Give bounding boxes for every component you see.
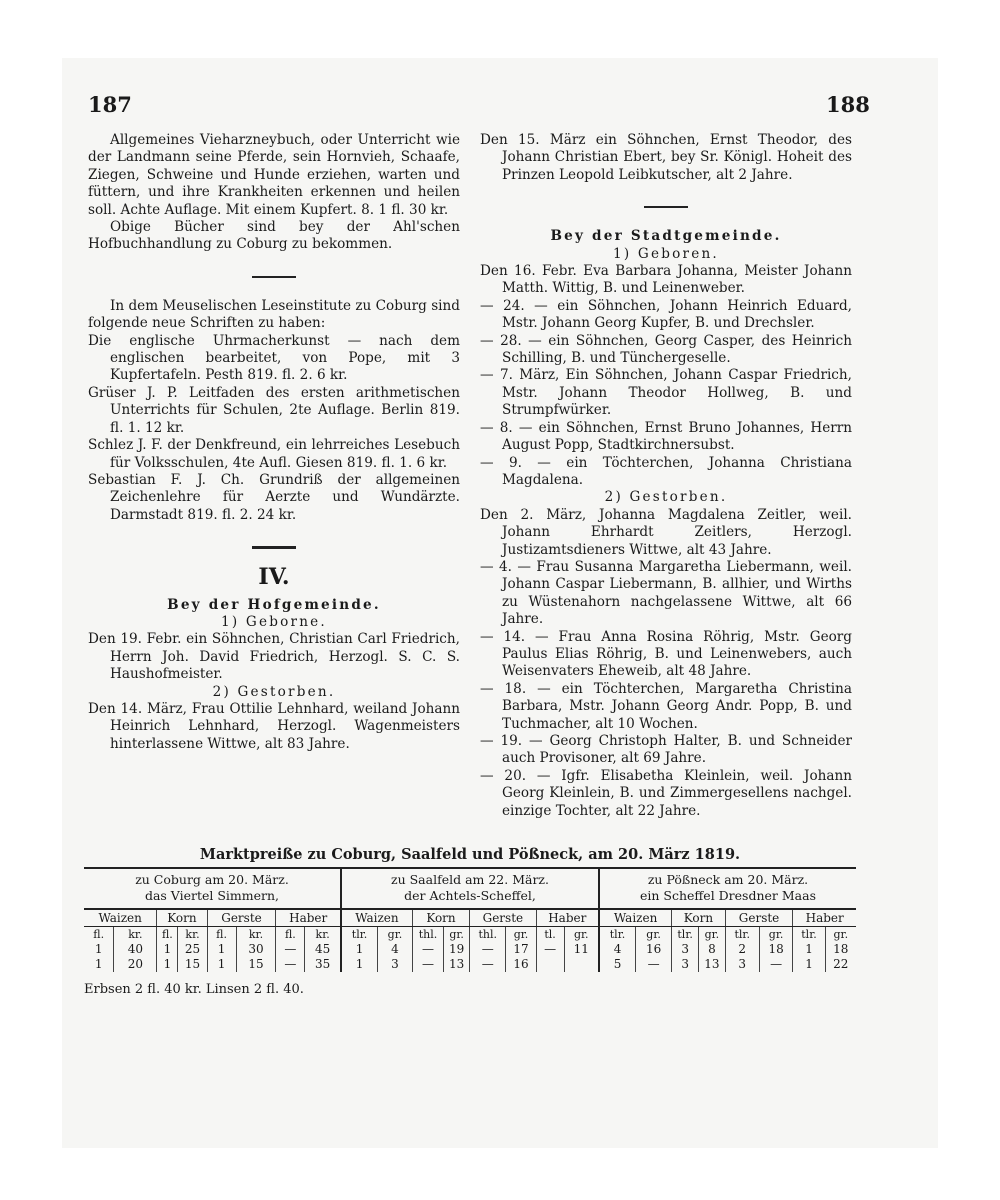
price-cell: 18 xyxy=(825,942,856,957)
market-footer: Erbsen 2 fl. 40 kr. Linsen 2 fl. 40. xyxy=(84,982,304,997)
separator-rule xyxy=(644,206,688,208)
death-entry: — 20. — Igfr. Elisabetha Kleinlein, weil. Johann Georg Kleinlein, B. und Zimmergesellens nachgel. einzige Tochter, alt 22 Jahre. xyxy=(480,767,852,819)
price-cell: 20 xyxy=(114,957,157,972)
price-cell: 15 xyxy=(236,957,276,972)
currency-unit: kr. xyxy=(178,927,207,943)
grain-column-header: Haber xyxy=(536,909,598,927)
price-cell: — xyxy=(759,957,793,972)
table-row xyxy=(600,942,856,957)
currency-unit: kr. xyxy=(236,927,276,943)
price-cell: 1 xyxy=(157,957,178,972)
book-entry: Allgemeines Vieharzneybuch, oder Unterricht wie der Landmann seine Pferde, sein Hornvieh, Schaafe, Ziegen, Schweine und Hunde erziehen, warten und füttern, und ihre Krankheiten erkennen und heilen soll. Achte Auflage. Mit einem Kupfert. 8. 1 fl. 30 kr. xyxy=(88,132,460,218)
grain-column-header: Korn xyxy=(672,909,725,927)
grain-column-header: Gerste xyxy=(207,909,276,927)
death-entry: Den 15. März ein Söhnchen, Ernst Theodor, des Johann Christian Ebert, bey Sr. Königl. Hoheit des Prinzen Leopold Leibkutscher, alt 2 Jahre. xyxy=(480,132,852,183)
death-entry: — 18. — ein Töchterchen, Margaretha Christina Barbara, Mstr. Johann Georg Andr. Popp, B. und Tuchmacher, alt 10 Wochen. xyxy=(480,680,852,732)
price-cell: — xyxy=(412,942,443,957)
currency-unit: kr. xyxy=(305,927,340,943)
grain-column-header: Gerste xyxy=(470,909,536,927)
currency-unit: fl. xyxy=(157,927,178,943)
death-entry: — 19. — Georg Christoph Halter, B. und Schneider auch Provisoner, alt 69 Jahre. xyxy=(480,733,852,767)
died-heading: 2) Gestorben. xyxy=(212,683,336,700)
birth-entry: — 8. — ein Söhnchen, Ernst Bruno Johannes, Herrn August Popp, Stadtkirchnersubst. xyxy=(480,419,852,454)
grain-column-header: Korn xyxy=(157,909,207,927)
market-saalfeld xyxy=(340,869,598,972)
left-column xyxy=(88,132,460,753)
table-row xyxy=(342,942,598,957)
price-cell xyxy=(564,957,598,972)
book-list-item: Die englische Uhrmacherkunst — nach dem englischen bearbeitet, von Pope, mit 3 Kupfertafeln. Pesth 819. fl. 2. 6 kr. xyxy=(88,332,460,384)
price-cell: 8 xyxy=(699,942,726,957)
table-row xyxy=(84,957,340,972)
currency-unit: gr. xyxy=(699,927,726,943)
birth-entry: — 28. — ein Söhnchen, Georg Casper, des Heinrich Schilling, B. und Tünchergeselle. xyxy=(480,332,852,367)
currency-unit: tlr. xyxy=(609,928,626,941)
currency-unit: gr. xyxy=(564,927,598,943)
price-cell: 40 xyxy=(114,942,157,957)
page-number-left: 187 xyxy=(88,92,132,117)
grain-column-header: Korn xyxy=(412,909,469,927)
grain-column-header: Waizen xyxy=(600,909,672,927)
currency-unit: fl. xyxy=(93,928,105,941)
market-prices xyxy=(84,846,856,997)
birth-entry: Den 19. Febr. ein Söhnchen, Christian Carl Friedrich, Herrn Joh. David Friedrich, Herzogl. S. C. S. Haushofmeister. xyxy=(88,631,460,683)
price-cell xyxy=(536,957,564,972)
section-title: Bey der Stadtgemeinde. xyxy=(550,228,782,245)
price-cell: 1 xyxy=(157,942,178,957)
currency-unit: gr. xyxy=(825,927,856,943)
price-cell: — xyxy=(412,957,443,972)
price-cell: 13 xyxy=(444,957,470,972)
price-cell: 35 xyxy=(305,957,340,972)
price-cell: 3 xyxy=(378,957,413,972)
market-measure: das Viertel Simmern, xyxy=(144,888,280,903)
price-cell: 25 xyxy=(178,942,207,957)
price-cell: 1 xyxy=(793,942,825,957)
market-place-date: zu Pößneck am 20. März. xyxy=(647,872,809,887)
market-table xyxy=(84,908,340,972)
price-cell: 1 xyxy=(355,942,364,956)
currency-unit: tlr. xyxy=(672,927,699,943)
price-cell: 1 xyxy=(94,942,103,956)
birth-entry: — 24. — ein Söhnchen, Johann Heinrich Eduard, Mstr. Johann Georg Kupfer, B. und Drechsler. xyxy=(480,297,852,332)
market-place-date: zu Coburg am 20. März. xyxy=(135,872,289,887)
market-poessneck xyxy=(598,869,856,972)
book-list-item: Schlez J. F. der Denkfreund, ein lehrreiches Lesebuch für Volksschulen, 4te Aufl. Giesen 819. fl. 1. 6 kr. xyxy=(88,437,460,471)
born-heading: 1) Geboren. xyxy=(613,245,719,262)
market-title: Marktpreiße zu Coburg, Saalfeld und Pößneck, am 20. März 1819. xyxy=(199,846,741,863)
death-entry: Den 14. März, Frau Ottilie Lehnhard, weiland Johann Heinrich Lehnhard, Herzogl. Wagenmeisters hinterlassene Wittwe, alt 83 Jahre. xyxy=(88,700,460,752)
section-title: Bey der Hofgemeinde. xyxy=(167,596,381,613)
price-cell: 1 xyxy=(207,942,236,957)
market-place-date: zu Saalfeld am 22. März. xyxy=(391,872,549,887)
currency-unit: gr. xyxy=(636,927,672,943)
currency-unit: fl. xyxy=(207,927,236,943)
grain-column-header: Waizen xyxy=(342,909,412,927)
price-cell: 22 xyxy=(825,957,856,972)
price-cell: 45 xyxy=(305,942,340,957)
price-cell: 4 xyxy=(378,942,413,957)
currency-unit: gr. xyxy=(759,927,793,943)
currency-unit: thl. xyxy=(412,927,443,943)
birth-entry: Den 16. Febr. Eva Barbara Johanna, Meister Johann Matth. Wittig, B. und Leinenweber. xyxy=(480,263,852,297)
price-cell: — xyxy=(276,957,305,972)
price-cell: 1 xyxy=(355,957,364,971)
table-row xyxy=(600,957,856,972)
book-list-item: Grüser J. P. Leitfaden des ersten arithmetischen Unterrichts für Schulen, 2te Auflage. Berlin 819. fl. 1. 12 kr. xyxy=(88,384,460,436)
price-cell: 1 xyxy=(793,957,825,972)
birth-entry: — 9. — ein Töchterchen, Johanna Christiana Magdalena. xyxy=(480,454,852,488)
right-column xyxy=(480,132,852,820)
grain-column-header: Waizen xyxy=(84,909,157,927)
price-cell: 3 xyxy=(672,957,699,972)
price-cell: 15 xyxy=(178,957,207,972)
market-tables xyxy=(84,867,856,972)
price-cell: 3 xyxy=(725,957,759,972)
currency-unit: gr. xyxy=(378,927,413,943)
institute-intro: In dem Meuselischen Leseinstitute zu Coburg sind folgende neue Schriften zu haben: xyxy=(88,297,460,332)
market-header xyxy=(84,869,340,908)
price-cell: 3 xyxy=(672,942,699,957)
market-table xyxy=(342,908,598,972)
died-heading: 2) Gestorben. xyxy=(604,489,728,506)
price-cell: 1 xyxy=(94,957,103,971)
currency-unit: tlr. xyxy=(725,927,759,943)
price-cell: — xyxy=(470,957,506,972)
table-row xyxy=(342,957,598,972)
market-coburg xyxy=(84,869,340,972)
market-table xyxy=(600,908,856,972)
grain-column-header: Haber xyxy=(793,909,856,927)
page-number-right: 188 xyxy=(826,92,870,117)
death-entry: — 14. — Frau Anna Rosina Röhrig, Mstr. Georg Paulus Elias Röhrig, B. und Leinenwebers, auch Weisenvaters Eheweib, alt 48 Jahre. xyxy=(480,628,852,680)
market-header xyxy=(342,869,598,908)
price-cell: — xyxy=(470,942,506,957)
price-cell: — xyxy=(536,942,564,957)
price-cell: 1 xyxy=(207,957,236,972)
price-cell: 13 xyxy=(699,957,726,972)
grain-column-header: Haber xyxy=(276,909,340,927)
price-cell: 17 xyxy=(506,942,536,957)
section-number: IV. xyxy=(258,564,290,591)
currency-unit: fl. xyxy=(276,927,305,943)
price-cell: 2 xyxy=(725,942,759,957)
currency-unit: gr. xyxy=(444,927,470,943)
death-entry: — 4. — Frau Susanna Margaretha Liebermann, weil. Johann Caspar Liebermann, B. allhier, und Wirths zu Wüstenahorn nachgelassene Wittwe, alt 66 Jahre. xyxy=(480,558,852,628)
currency-unit: tlr. xyxy=(351,928,368,941)
market-measure: ein Scheffel Dresdner Maas xyxy=(639,888,816,903)
currency-unit: tlr. xyxy=(793,927,825,943)
price-cell: — xyxy=(276,942,305,957)
grain-column-header: Gerste xyxy=(725,909,793,927)
separator-rule xyxy=(252,546,296,549)
book-list-item: Sebastian F. J. Ch. Grundriß der allgemeinen Zeichenlehre für Aerzte und Wundärzte. Darmstadt 819. fl. 2. 24 kr. xyxy=(88,471,460,523)
price-cell: 18 xyxy=(759,942,793,957)
market-header xyxy=(600,869,856,908)
market-measure: der Achtels-Scheffel, xyxy=(404,888,536,903)
born-heading: 1) Geborne. xyxy=(221,613,327,630)
separator-rule xyxy=(252,276,296,278)
price-cell: 5 xyxy=(613,957,622,971)
currency-unit: kr. xyxy=(114,927,157,943)
currency-unit: tl. xyxy=(536,927,564,943)
birth-entry: — 7. März, Ein Söhnchen, Johann Caspar Friedrich, Mstr. Johann Theodor Hollweg, B. und Strumpfwürker. xyxy=(480,367,852,419)
table-row xyxy=(84,942,340,957)
currency-unit: gr. xyxy=(506,927,536,943)
price-cell: — xyxy=(636,957,672,972)
death-entry: Den 2. März, Johanna Magdalena Zeitler, weil. Johann Ehrhardt Zeitlers, Herzogl. Justizamtsdieners Wittwe, alt 43 Jahre. xyxy=(480,506,852,558)
price-cell: 30 xyxy=(236,942,276,957)
price-cell: 11 xyxy=(564,942,598,957)
availability-note: Obige Bücher sind bey der Ahl'schen Hofbuchhandlung zu Coburg zu bekommen. xyxy=(88,219,460,253)
currency-unit: thl. xyxy=(470,927,506,943)
price-cell: 19 xyxy=(444,942,470,957)
price-cell: 4 xyxy=(613,942,622,956)
price-cell: 16 xyxy=(506,957,536,972)
price-cell: 16 xyxy=(636,942,672,957)
